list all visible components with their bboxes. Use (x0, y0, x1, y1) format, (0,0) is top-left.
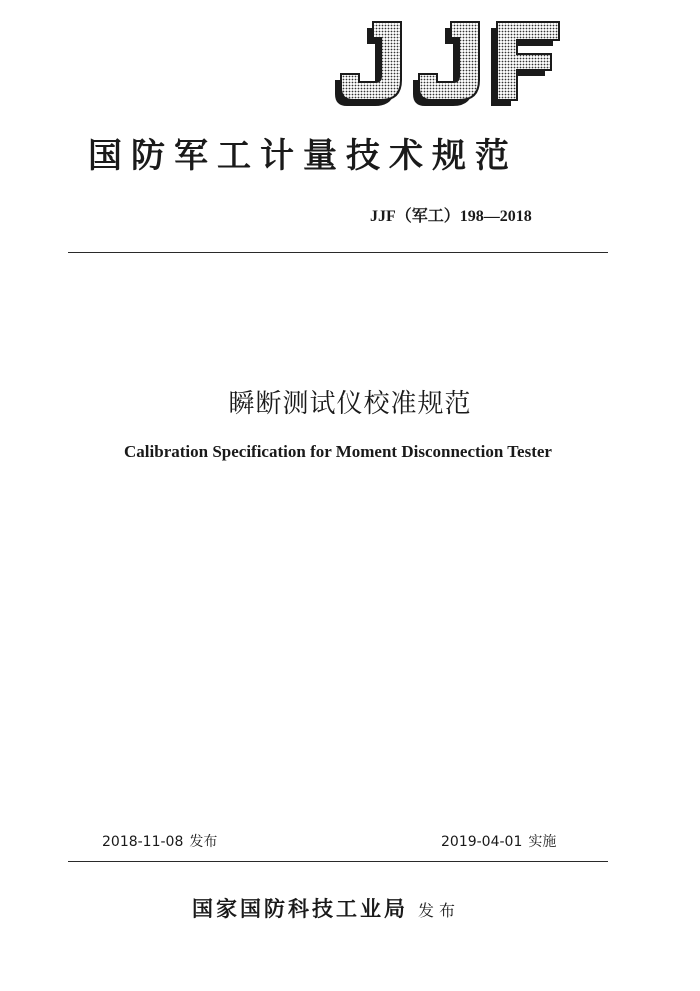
document-title-english: Calibration Specification for Moment Disconnection Tester (124, 442, 552, 461)
effective-label: 实施 (528, 834, 557, 850)
document-title-chinese: 瞬断测试仪校准规范 (228, 389, 472, 419)
issuer-action: 发布 (418, 901, 461, 920)
footer-divider (68, 861, 608, 862)
issue-label: 发布 (189, 834, 218, 850)
header-divider (68, 252, 608, 253)
issue-date: 2018-11-08 (102, 834, 184, 850)
issuer-name: 国家国防科技工业局 (192, 897, 408, 921)
series-title: 国防军工计量技术规范 (88, 136, 518, 176)
standard-number: JJF（军工）198—2018 (370, 208, 532, 225)
effective-date: 2019-04-01 (441, 834, 523, 850)
effective-date-block (441, 831, 556, 851)
issuer-block (192, 893, 460, 923)
jjf-logo (333, 18, 563, 113)
issue-date-block (102, 831, 217, 851)
